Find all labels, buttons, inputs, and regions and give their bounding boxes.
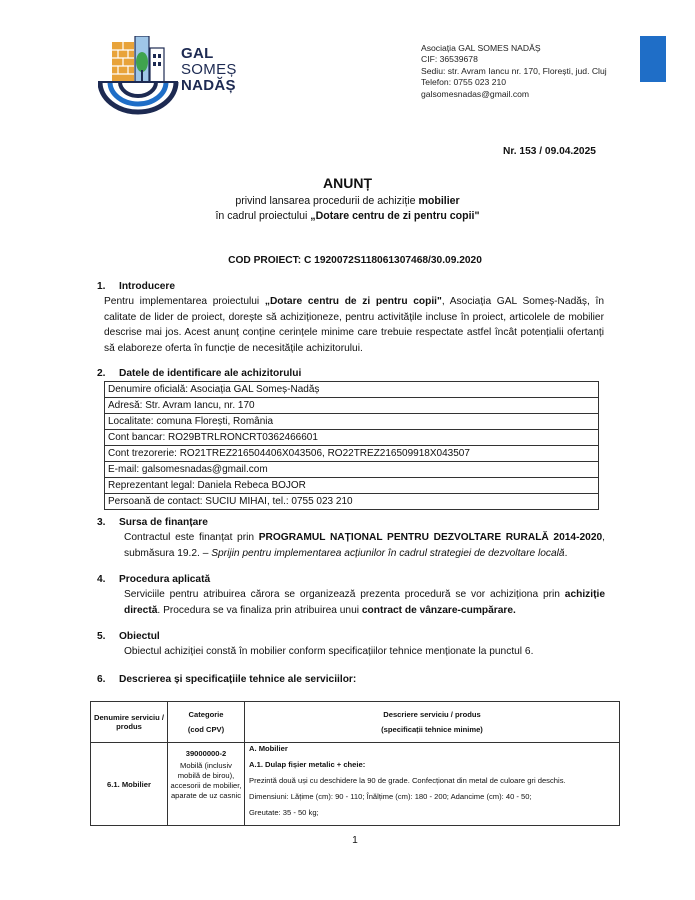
document-title: ANUNȚ (323, 175, 372, 191)
section-6-title: Descrierea și specificațiile tehnice ale serviciilor: (119, 674, 357, 685)
header-category (168, 702, 245, 743)
section-3-text-b: , submăsura 19.2. – (124, 532, 605, 559)
section-6-number: 6. (97, 674, 106, 685)
table-row (105, 446, 599, 462)
section-1-heading (97, 281, 175, 292)
desc-line-1: Prezintă două uși cu deschidere la 90 de grade. Confecționat din metal de culoare gri deschis. (249, 776, 566, 785)
gal-logo-wordmark (181, 46, 237, 94)
section-4-title: Procedura aplicată (119, 574, 211, 585)
ident-legal-representative: Reprezentant legal: Daniela Rebeca BOJOR (105, 478, 599, 494)
ident-address: Adresă: Str. Avram Iancu, nr. 170 (105, 398, 599, 414)
table-row (105, 414, 599, 430)
section-1-title: Introducere (119, 281, 176, 292)
section-3-title: Sursa de finanțare (119, 517, 208, 528)
subtitle-line-2 (0, 210, 695, 222)
subtitle-line-2-bold: „Dotare centru de zi pentru copii" (310, 210, 480, 222)
header-category-text: Categorie (188, 710, 224, 719)
header-cpv-text: (cod CPV) (187, 725, 225, 734)
section-3-program-name: PROGRAMUL NAȚIONAL PENTRU DEZVOLTARE RURALĂ 2014-2020 (258, 532, 603, 543)
table-row (105, 462, 599, 478)
org-cif: CIF: 36539678 (421, 54, 478, 65)
section-4-heading (97, 574, 210, 585)
page-number: 1 (352, 835, 358, 846)
desc-item-a1: A.1. Dulap fișier metalic + cheie: (249, 760, 366, 769)
org-email: galsomesnadas@gmail.com (421, 88, 530, 99)
desc-line-2: Dimensiuni: Lățime (cm): 90 - 110; Înălțime (cm): 180 - 200; Adancime (cm): 40 - 50; (249, 792, 532, 801)
logo-line-3: NADĂȘ (181, 77, 236, 94)
header-service-name-text: Denumire serviciu / produs (93, 713, 165, 731)
section-2-heading (97, 368, 301, 379)
row-cpv-code: 39000000-2 (185, 749, 227, 758)
section-2-title: Datele de identificare ale achizitorului (119, 368, 302, 379)
ident-treasury-account: Cont trezorerie: RO21TREZ216504406X043506, RO22TREZ216509918X043507 (105, 446, 599, 462)
table-row (105, 430, 599, 446)
table-row (105, 478, 599, 494)
organization-details (421, 43, 607, 100)
section-4-paragraph (124, 587, 605, 618)
section-4-direct-acquisition: achiziție directă (124, 589, 605, 616)
org-address: Sediu: str. Avram Iancu nr. 170, Florești, jud. Cluj (421, 65, 607, 76)
section-1-number: 1. (97, 281, 106, 292)
identification-table (104, 381, 599, 510)
subtitle-line-2-text: în cadrul proiectului (215, 210, 311, 222)
table-row (105, 494, 599, 510)
section-4-text-b: . Procedura se va finaliza prin atribuirea unui (157, 604, 362, 616)
ident-contact-person: Persoană de contact: SUCIU MIHAI, tel.: 0755 023 210 (105, 494, 599, 510)
header-description-text: Descriere serviciu / produs (383, 710, 481, 719)
logo-line-2: SOMEȘ (181, 61, 237, 78)
section-3-paragraph (124, 530, 605, 561)
table-header-row (91, 702, 620, 743)
section-1-text-b: , Asociația GAL Someș-Nadăș, în calitate de lider de proiect, dorește să achiziționeze, pentru activitățile incluse în proiect, articolele de mobilier descrise mai jos. Acest anunț conține cerințele minime care trebuie respectate astfel încât potențialii ofertanți să elaboreze oferta în funcție de necesitățile achizitorului. (104, 296, 604, 354)
section-6-heading (97, 674, 356, 685)
header-specs-text: (specificații tehnice minime) (381, 725, 483, 734)
specifications-table (90, 701, 620, 826)
section-2-number: 2. (97, 368, 106, 379)
section-5-number: 5. (97, 631, 106, 642)
row-category-text: Mobilă (inclusiv mobilă de birou), accesorii de mobilier, aparate de uz casnic (170, 761, 242, 800)
table-row (91, 743, 620, 826)
section-1-paragraph (104, 294, 604, 356)
section-1-project-name: „Dotare centru de zi pentru copii" (264, 296, 442, 307)
table-row (105, 398, 599, 414)
section-3-number: 3. (97, 517, 106, 528)
project-code: COD PROIECT: C 1920072S118061307468/30.09.2020 (228, 255, 482, 266)
subtitle-line-1-bold: mobilier (418, 195, 460, 207)
desc-section-a: A. Mobilier (249, 744, 288, 753)
section-4-number: 4. (97, 574, 106, 585)
table-row (105, 382, 599, 398)
header-service-name (91, 702, 168, 743)
section-3-heading (97, 517, 208, 528)
section-5-title: Obiectul (119, 631, 160, 642)
section-3-text-a: Contractul este finanțat prin (124, 532, 259, 543)
section-5-paragraph: Obiectul achiziției constă în mobilier conform specificațiilor tehnice menționate la punctul 6. (124, 646, 534, 657)
section-4-contract-type: contract de vânzare-cumpărare. (361, 604, 516, 616)
row-description (245, 743, 620, 826)
section-4-text-a: Serviciile pentru atribuirea cărora se organizează prezenta procedură se vor achiziționa prin (124, 589, 565, 600)
section-5-heading (97, 631, 160, 642)
row-category (168, 743, 245, 826)
row-service-name: 6.1. Mobilier (91, 743, 168, 826)
gal-logo-icon (98, 36, 188, 116)
logo-line-1: GAL (181, 45, 214, 62)
ident-locality: Localitate: comuna Florești, România (105, 414, 599, 430)
document-number: Nr. 153 / 09.04.2025 (503, 146, 596, 157)
section-3-submeasure: Sprijin pentru implementarea acțiunilor în cadrul strategiei de dezvoltare locală (211, 547, 565, 559)
section-3-text-c: . (564, 547, 568, 559)
subtitle-line-1 (0, 195, 695, 207)
subtitle-line-1-text: privind lansarea procedurii de achiziție (235, 195, 419, 207)
header-accent-bar (640, 36, 666, 82)
header-description (245, 702, 620, 743)
ident-official-name: Denumire oficială: Asociația GAL Someș-Nadăș (105, 382, 599, 398)
org-name: Asociația GAL SOMES NADĂȘ (421, 43, 541, 53)
section-1-text-a: Pentru implementarea proiectului (104, 296, 265, 307)
org-phone: Telefon: 0755 023 210 (421, 77, 507, 88)
ident-email: E-mail: galsomesnadas@gmail.com (105, 462, 599, 478)
desc-line-3: Greutate: 35 - 50 kg; (249, 808, 319, 817)
ident-bank-account: Cont bancar: RO29BTRLRONCRT0362466601 (105, 430, 599, 446)
